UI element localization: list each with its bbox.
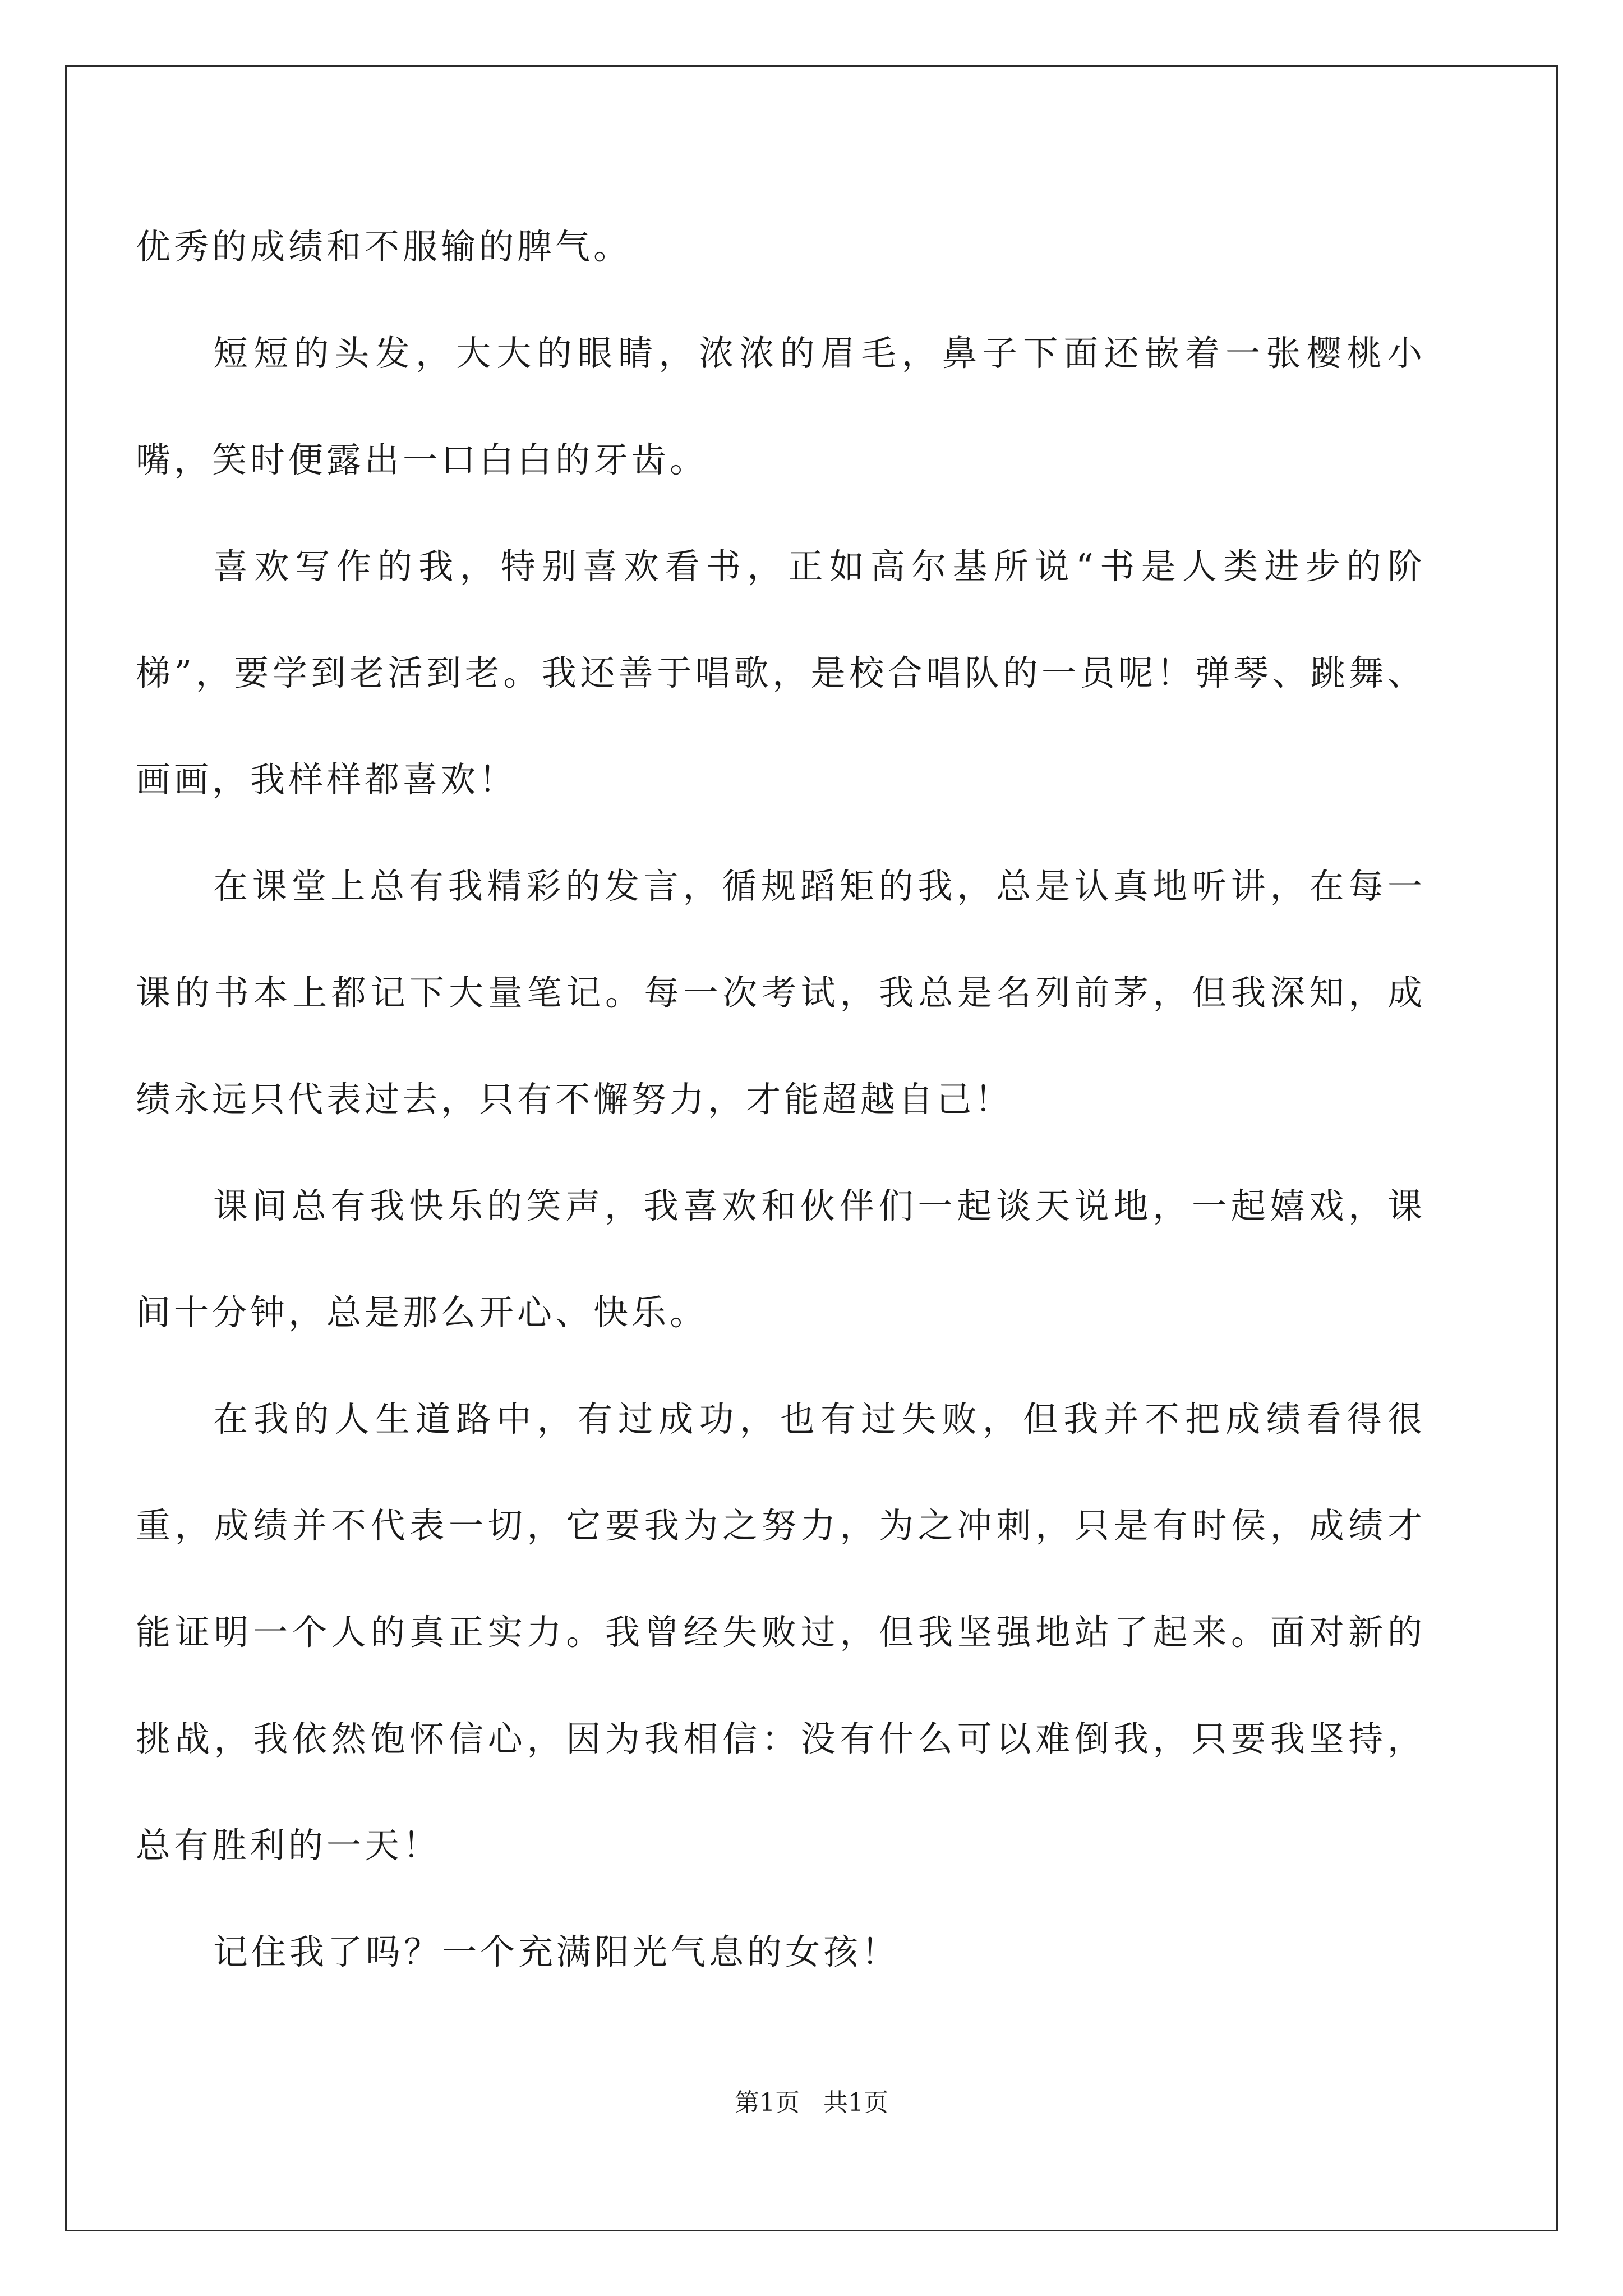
page-number: 第1页 [735,2088,800,2117]
document-body [136,194,1426,2005]
paragraph-1: 优秀的成绩和不服输的脾气。 [136,226,632,267]
paragraph-6: 在我的人生道路中，有过成功，也有过失败，但我并不把成绩看得很重，成绩并不代表一切，它要我为之努力，为之冲刺，只是有时侯，成绩才能证明一个人的真正实力。我曾经失败过，但我坚强地站了起来。面对新的挑战，我依然饱怀信心，因为我相信：没有什么可以难倒我，只要我坚持，总有胜利的一天！ [136,1398,1426,1866]
paragraph-4: 在课堂上总有我精彩的发言，循规蹈矩的我，总是认真地听讲，在每一课的书本上都记下大量笔记。每一次考试，我总是名列前茅，但我深知，成绩永远只代表过去，只有不懈努力，才能超越自己！ [136,866,1426,1120]
paragraph-3: 喜欢写作的我，特别喜欢看书，正如高尔基所说“书是人类进步的阶梯”，要学到老活到老。我还善于唱歌，是校合唱队的一员呢！弹琴、跳舞、画画，我样样都喜欢！ [136,546,1426,800]
page-footer [0,2082,1623,2118]
paragraph-2: 短短的头发，大大的眼睛，浓浓的眉毛，鼻子下面还嵌着一张樱桃小嘴，笑时便露出一口白白的牙齿。 [136,333,1426,480]
paragraph-5: 课间总有我快乐的笑声，我喜欢和伙伴们一起谈天说地，一起嬉戏，课间十分钟，总是那么开心、快乐。 [136,1185,1426,1333]
paragraph-7: 记住我了吗？一个充满阳光气息的女孩！ [213,1931,900,1972]
page-total: 共1页 [823,2088,888,2117]
